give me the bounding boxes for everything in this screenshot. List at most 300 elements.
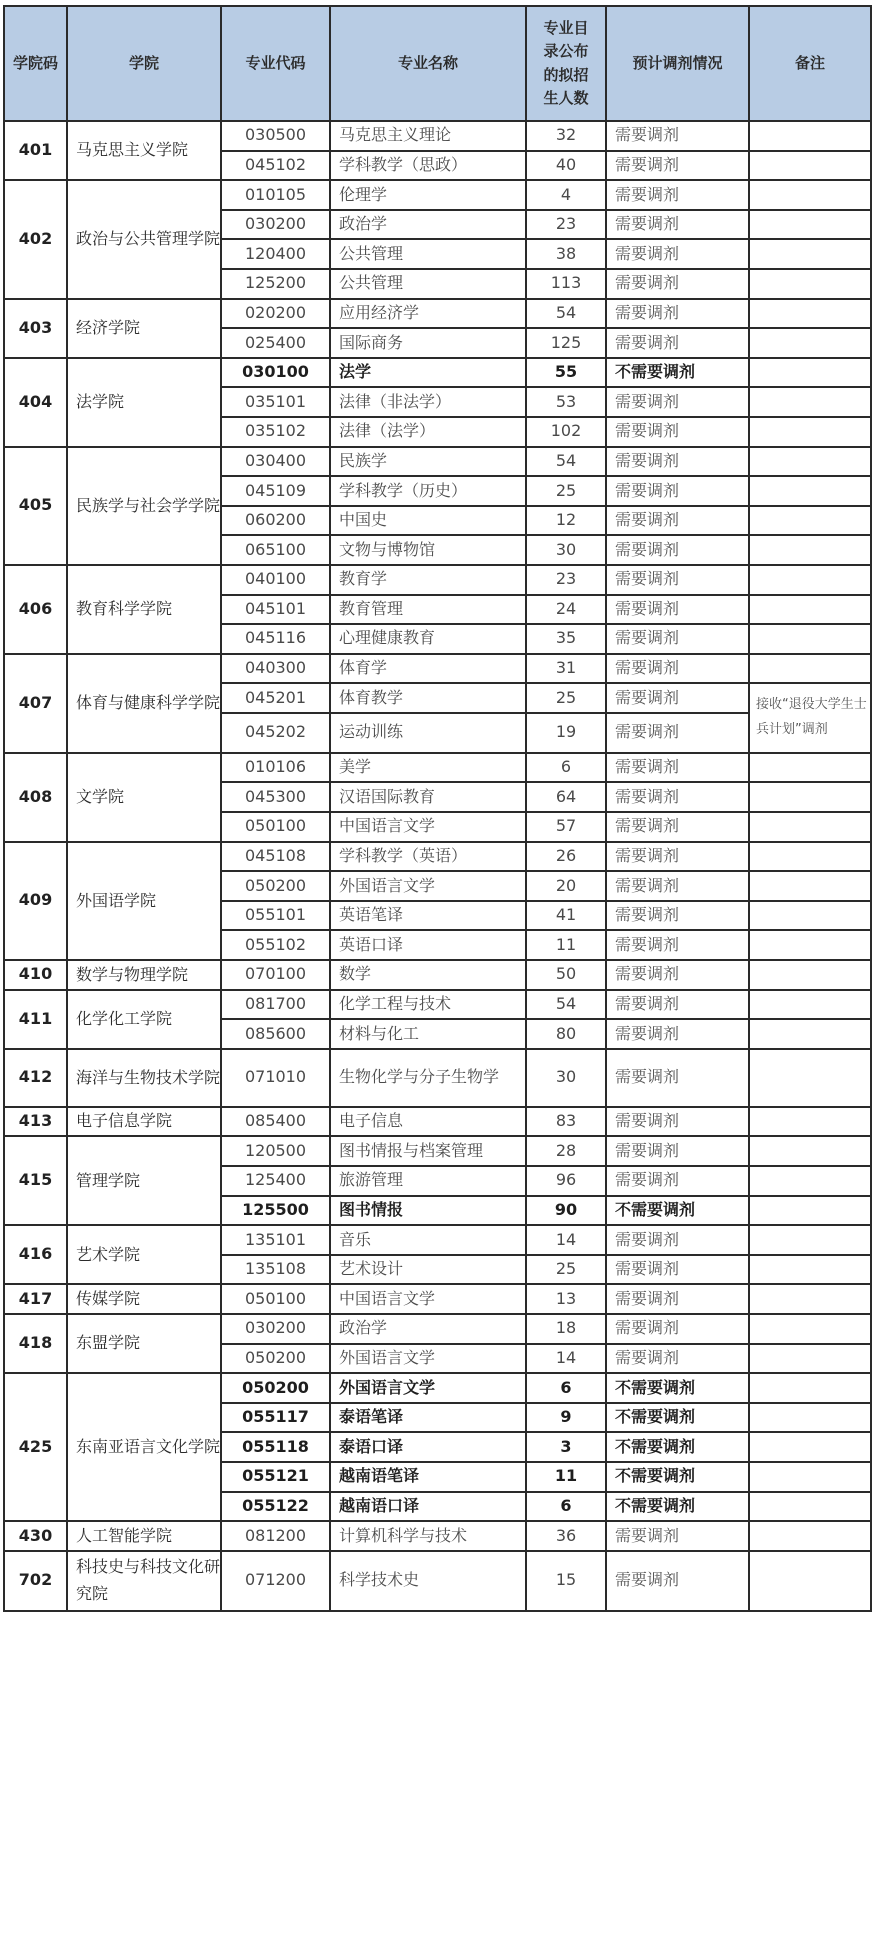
quota-count: 96 [526, 1166, 606, 1196]
adjust-status: 需要调剂 [606, 960, 749, 990]
major-code: 010105 [221, 180, 330, 210]
adjust-status: 需要调剂 [606, 1225, 749, 1255]
college-name: 东盟学院 [67, 1314, 221, 1373]
quota-count: 20 [526, 871, 606, 901]
quota-count: 54 [526, 447, 606, 477]
adjust-status: 需要调剂 [606, 387, 749, 417]
adjust-status: 不需要调剂 [606, 358, 749, 388]
remark [749, 812, 871, 842]
quota-count: 90 [526, 1196, 606, 1226]
major-code: 050100 [221, 812, 330, 842]
adjust-status: 需要调剂 [606, 1344, 749, 1374]
quota-count: 30 [526, 535, 606, 565]
adjust-status: 需要调剂 [606, 1551, 749, 1611]
remark [749, 1403, 871, 1433]
quota-count: 14 [526, 1344, 606, 1374]
major-code: 045102 [221, 151, 330, 181]
remark [749, 565, 871, 595]
remark [749, 624, 871, 654]
adjust-status: 需要调剂 [606, 269, 749, 299]
college-code: 410 [4, 960, 67, 990]
remark [749, 1492, 871, 1522]
quota-count: 57 [526, 812, 606, 842]
remark [749, 299, 871, 329]
remark [749, 1462, 871, 1492]
major-code: 025400 [221, 328, 330, 358]
remark [749, 210, 871, 240]
major-code: 030200 [221, 1314, 330, 1344]
major-name: 心理健康教育 [330, 624, 526, 654]
adjust-status: 需要调剂 [606, 476, 749, 506]
table-row [4, 121, 871, 151]
adjust-status: 不需要调剂 [606, 1373, 749, 1403]
major-name: 计算机科学与技术 [330, 1521, 526, 1551]
quota-count: 31 [526, 654, 606, 684]
major-code: 065100 [221, 535, 330, 565]
college-code: 417 [4, 1284, 67, 1314]
remark [749, 506, 871, 536]
table-row [4, 1551, 871, 1611]
quota-count: 6 [526, 1492, 606, 1522]
major-name: 公共管理 [330, 269, 526, 299]
remark [749, 151, 871, 181]
remark [749, 871, 871, 901]
college-code: 415 [4, 1136, 67, 1225]
major-name: 中国史 [330, 506, 526, 536]
quota-count: 50 [526, 960, 606, 990]
adjust-status: 需要调剂 [606, 417, 749, 447]
college-name: 外国语学院 [67, 842, 221, 960]
quota-count: 113 [526, 269, 606, 299]
major-code: 135108 [221, 1255, 330, 1285]
major-code: 030200 [221, 210, 330, 240]
remark [749, 901, 871, 931]
major-code: 055118 [221, 1432, 330, 1462]
adjust-status: 需要调剂 [606, 1136, 749, 1166]
major-name: 艺术设计 [330, 1255, 526, 1285]
major-name: 外国语言文学 [330, 1373, 526, 1403]
major-code: 055121 [221, 1462, 330, 1492]
major-name: 科学技术史 [330, 1551, 526, 1611]
college-code: 407 [4, 654, 67, 753]
major-name: 泰语笔译 [330, 1403, 526, 1433]
header-adjust-status: 预计调剂情况 [606, 6, 749, 121]
table-row [4, 299, 871, 329]
major-name: 越南语口译 [330, 1492, 526, 1522]
remark [749, 1019, 871, 1049]
remark [749, 654, 871, 684]
major-code: 040300 [221, 654, 330, 684]
adjust-status: 不需要调剂 [606, 1196, 749, 1226]
college-code: 402 [4, 180, 67, 298]
table-row [4, 1373, 871, 1403]
college-name: 海洋与生物技术学院 [67, 1049, 221, 1107]
major-name: 图书情报与档案管理 [330, 1136, 526, 1166]
major-code: 030400 [221, 447, 330, 477]
college-name: 法学院 [67, 358, 221, 447]
quota-count: 28 [526, 1136, 606, 1166]
major-code: 055102 [221, 930, 330, 960]
remark: 接收“退役大学生士兵计划”调剂 [749, 683, 871, 753]
remark [749, 535, 871, 565]
major-code: 050200 [221, 871, 330, 901]
quota-count: 15 [526, 1551, 606, 1611]
college-code: 412 [4, 1049, 67, 1107]
remark [749, 239, 871, 269]
adjust-status: 需要调剂 [606, 151, 749, 181]
major-code: 045116 [221, 624, 330, 654]
college-name: 电子信息学院 [67, 1107, 221, 1137]
major-code: 020200 [221, 299, 330, 329]
adjust-status: 不需要调剂 [606, 1462, 749, 1492]
major-name: 材料与化工 [330, 1019, 526, 1049]
major-code: 135101 [221, 1225, 330, 1255]
adjust-status: 需要调剂 [606, 328, 749, 358]
remark [749, 476, 871, 506]
major-name: 泰语口译 [330, 1432, 526, 1462]
remark [749, 269, 871, 299]
quota-count: 4 [526, 180, 606, 210]
adjust-status: 需要调剂 [606, 1107, 749, 1137]
adjust-status: 需要调剂 [606, 990, 749, 1020]
major-name: 公共管理 [330, 239, 526, 269]
college-name: 东南亚语言文化学院 [67, 1373, 221, 1521]
quota-count: 32 [526, 121, 606, 151]
remark [749, 1196, 871, 1226]
major-code: 050200 [221, 1344, 330, 1374]
remark [749, 960, 871, 990]
major-name: 外国语言文学 [330, 1344, 526, 1374]
major-code: 070100 [221, 960, 330, 990]
quota-count: 11 [526, 1462, 606, 1492]
table-row [4, 1521, 871, 1551]
major-name: 英语口译 [330, 930, 526, 960]
major-name: 化学工程与技术 [330, 990, 526, 1020]
major-code: 045201 [221, 683, 330, 713]
table-row [4, 1107, 871, 1137]
college-name: 科技史与科技文化研究院 [67, 1551, 221, 1611]
quota-count: 23 [526, 210, 606, 240]
college-name: 人工智能学院 [67, 1521, 221, 1551]
quota-count: 64 [526, 782, 606, 812]
header-quota: 专业目录公布的拟招生人数 [526, 6, 606, 121]
college-code: 404 [4, 358, 67, 447]
adjust-status: 不需要调剂 [606, 1432, 749, 1462]
college-name: 艺术学院 [67, 1225, 221, 1284]
adjust-status: 需要调剂 [606, 121, 749, 151]
table-row [4, 1284, 871, 1314]
header-college-code: 学院码 [4, 6, 67, 121]
major-code: 071010 [221, 1049, 330, 1107]
table-container [3, 5, 870, 1612]
quota-count: 11 [526, 930, 606, 960]
quota-count: 13 [526, 1284, 606, 1314]
major-code: 125500 [221, 1196, 330, 1226]
major-code: 035101 [221, 387, 330, 417]
college-name: 教育科学学院 [67, 565, 221, 654]
adjust-status: 需要调剂 [606, 782, 749, 812]
major-name: 政治学 [330, 1314, 526, 1344]
remark [749, 1225, 871, 1255]
major-name: 教育学 [330, 565, 526, 595]
major-code: 045109 [221, 476, 330, 506]
quota-count: 26 [526, 842, 606, 872]
adjust-status: 需要调剂 [606, 930, 749, 960]
major-name: 英语笔译 [330, 901, 526, 931]
major-name: 体育教学 [330, 683, 526, 713]
college-name: 政治与公共管理学院 [67, 180, 221, 298]
adjust-status: 需要调剂 [606, 239, 749, 269]
table-row [4, 180, 871, 210]
major-name: 外国语言文学 [330, 871, 526, 901]
adjust-status: 需要调剂 [606, 812, 749, 842]
header-major-name: 专业名称 [330, 6, 526, 121]
major-code: 055117 [221, 1403, 330, 1433]
college-code: 409 [4, 842, 67, 960]
quota-count: 6 [526, 753, 606, 783]
major-name: 民族学 [330, 447, 526, 477]
major-code: 045101 [221, 595, 330, 625]
remark [749, 595, 871, 625]
table-row [4, 1225, 871, 1255]
adjust-status: 需要调剂 [606, 1166, 749, 1196]
quota-count: 54 [526, 299, 606, 329]
quota-count: 40 [526, 151, 606, 181]
remark [749, 753, 871, 783]
major-name: 越南语笔译 [330, 1462, 526, 1492]
major-name: 数学 [330, 960, 526, 990]
adjust-status: 需要调剂 [606, 210, 749, 240]
table-body [4, 121, 871, 1611]
table-row [4, 1314, 871, 1344]
major-code: 010106 [221, 753, 330, 783]
major-code: 125400 [221, 1166, 330, 1196]
major-code: 050100 [221, 1284, 330, 1314]
college-code: 430 [4, 1521, 67, 1551]
table-row [4, 1136, 871, 1166]
major-name: 旅游管理 [330, 1166, 526, 1196]
quota-count: 30 [526, 1049, 606, 1107]
major-code: 085400 [221, 1107, 330, 1137]
college-name: 数学与物理学院 [67, 960, 221, 990]
table-row [4, 1049, 871, 1107]
major-code: 045202 [221, 713, 330, 753]
adjust-status: 需要调剂 [606, 1255, 749, 1285]
remark [749, 1255, 871, 1285]
table-row [4, 753, 871, 783]
major-name: 美学 [330, 753, 526, 783]
major-code: 125200 [221, 269, 330, 299]
major-name: 图书情报 [330, 1196, 526, 1226]
college-name: 管理学院 [67, 1136, 221, 1225]
remark [749, 1551, 871, 1611]
quota-count: 25 [526, 476, 606, 506]
header-remark: 备注 [749, 6, 871, 121]
quota-count: 19 [526, 713, 606, 753]
quota-count: 25 [526, 1255, 606, 1285]
college-name: 民族学与社会学学院 [67, 447, 221, 565]
major-name: 中国语言文学 [330, 1284, 526, 1314]
header-college: 学院 [67, 6, 221, 121]
adjustment-table [3, 5, 872, 1612]
remark [749, 1373, 871, 1403]
major-name: 汉语国际教育 [330, 782, 526, 812]
quota-count: 53 [526, 387, 606, 417]
remark [749, 842, 871, 872]
quota-count: 18 [526, 1314, 606, 1344]
college-code: 408 [4, 753, 67, 842]
adjust-status: 需要调剂 [606, 535, 749, 565]
major-name: 音乐 [330, 1225, 526, 1255]
major-name: 学科教学（历史） [330, 476, 526, 506]
college-code: 418 [4, 1314, 67, 1373]
remark [749, 1166, 871, 1196]
remark [749, 1314, 871, 1344]
college-code: 425 [4, 1373, 67, 1521]
major-name: 法律（非法学） [330, 387, 526, 417]
remark [749, 447, 871, 477]
quota-count: 41 [526, 901, 606, 931]
major-code: 060200 [221, 506, 330, 536]
major-name: 学科教学（思政） [330, 151, 526, 181]
major-name: 政治学 [330, 210, 526, 240]
major-name: 应用经济学 [330, 299, 526, 329]
college-code: 411 [4, 990, 67, 1049]
remark [749, 358, 871, 388]
major-name: 运动训练 [330, 713, 526, 753]
remark [749, 1107, 871, 1137]
major-name: 伦理学 [330, 180, 526, 210]
remark [749, 1284, 871, 1314]
college-name: 化学化工学院 [67, 990, 221, 1049]
college-name: 体育与健康科学学院 [67, 654, 221, 753]
table-row [4, 990, 871, 1020]
college-name: 经济学院 [67, 299, 221, 358]
college-name: 文学院 [67, 753, 221, 842]
quota-count: 83 [526, 1107, 606, 1137]
college-code: 413 [4, 1107, 67, 1137]
remark [749, 782, 871, 812]
college-code: 403 [4, 299, 67, 358]
major-code: 120400 [221, 239, 330, 269]
major-name: 文物与博物馆 [330, 535, 526, 565]
major-code: 055101 [221, 901, 330, 931]
college-code: 405 [4, 447, 67, 565]
college-code: 416 [4, 1225, 67, 1284]
major-code: 120500 [221, 1136, 330, 1166]
remark [749, 1344, 871, 1374]
quota-count: 23 [526, 565, 606, 595]
major-code: 040100 [221, 565, 330, 595]
remark [749, 990, 871, 1020]
major-code: 071200 [221, 1551, 330, 1611]
major-name: 法律（法学） [330, 417, 526, 447]
adjust-status: 需要调剂 [606, 1019, 749, 1049]
adjust-status: 需要调剂 [606, 1049, 749, 1107]
quota-count: 3 [526, 1432, 606, 1462]
major-name: 法学 [330, 358, 526, 388]
adjust-status: 需要调剂 [606, 1521, 749, 1551]
major-code: 030500 [221, 121, 330, 151]
quota-count: 6 [526, 1373, 606, 1403]
college-name: 马克思主义学院 [67, 121, 221, 180]
adjust-status: 需要调剂 [606, 1314, 749, 1344]
remark [749, 387, 871, 417]
adjust-status: 需要调剂 [606, 180, 749, 210]
major-code: 081200 [221, 1521, 330, 1551]
adjust-status: 需要调剂 [606, 713, 749, 753]
remark [749, 1049, 871, 1107]
adjust-status: 需要调剂 [606, 654, 749, 684]
major-name: 体育学 [330, 654, 526, 684]
table-row [4, 447, 871, 477]
table-row [4, 654, 871, 684]
major-name: 生物化学与分子生物学 [330, 1049, 526, 1107]
adjust-status: 需要调剂 [606, 842, 749, 872]
adjust-status: 不需要调剂 [606, 1492, 749, 1522]
college-code: 401 [4, 121, 67, 180]
major-code: 055122 [221, 1492, 330, 1522]
quota-count: 9 [526, 1403, 606, 1433]
table-row [4, 358, 871, 388]
table-row [4, 960, 871, 990]
adjust-status: 需要调剂 [606, 1284, 749, 1314]
major-code: 050200 [221, 1373, 330, 1403]
quota-count: 35 [526, 624, 606, 654]
quota-count: 125 [526, 328, 606, 358]
major-code: 045108 [221, 842, 330, 872]
major-name: 国际商务 [330, 328, 526, 358]
adjust-status: 需要调剂 [606, 753, 749, 783]
major-code: 030100 [221, 358, 330, 388]
quota-count: 80 [526, 1019, 606, 1049]
quota-count: 36 [526, 1521, 606, 1551]
remark [749, 930, 871, 960]
college-code: 406 [4, 565, 67, 654]
table-row [4, 565, 871, 595]
major-name: 中国语言文学 [330, 812, 526, 842]
major-name: 学科教学（英语） [330, 842, 526, 872]
adjust-status: 不需要调剂 [606, 1403, 749, 1433]
adjust-status: 需要调剂 [606, 901, 749, 931]
adjust-status: 需要调剂 [606, 595, 749, 625]
quota-count: 14 [526, 1225, 606, 1255]
adjust-status: 需要调剂 [606, 447, 749, 477]
remark [749, 417, 871, 447]
adjust-status: 需要调剂 [606, 871, 749, 901]
adjust-status: 需要调剂 [606, 565, 749, 595]
major-code: 081700 [221, 990, 330, 1020]
quota-count: 24 [526, 595, 606, 625]
quota-count: 102 [526, 417, 606, 447]
quota-count: 25 [526, 683, 606, 713]
adjust-status: 需要调剂 [606, 683, 749, 713]
quota-count: 38 [526, 239, 606, 269]
header-row [4, 6, 871, 121]
adjust-status: 需要调剂 [606, 506, 749, 536]
remark [749, 1432, 871, 1462]
quota-count: 12 [526, 506, 606, 536]
remark [749, 1136, 871, 1166]
major-name: 电子信息 [330, 1107, 526, 1137]
quota-count: 55 [526, 358, 606, 388]
college-code: 702 [4, 1551, 67, 1611]
adjust-status: 需要调剂 [606, 299, 749, 329]
major-name: 马克思主义理论 [330, 121, 526, 151]
college-name: 传媒学院 [67, 1284, 221, 1314]
remark [749, 121, 871, 151]
header-major-code: 专业代码 [221, 6, 330, 121]
